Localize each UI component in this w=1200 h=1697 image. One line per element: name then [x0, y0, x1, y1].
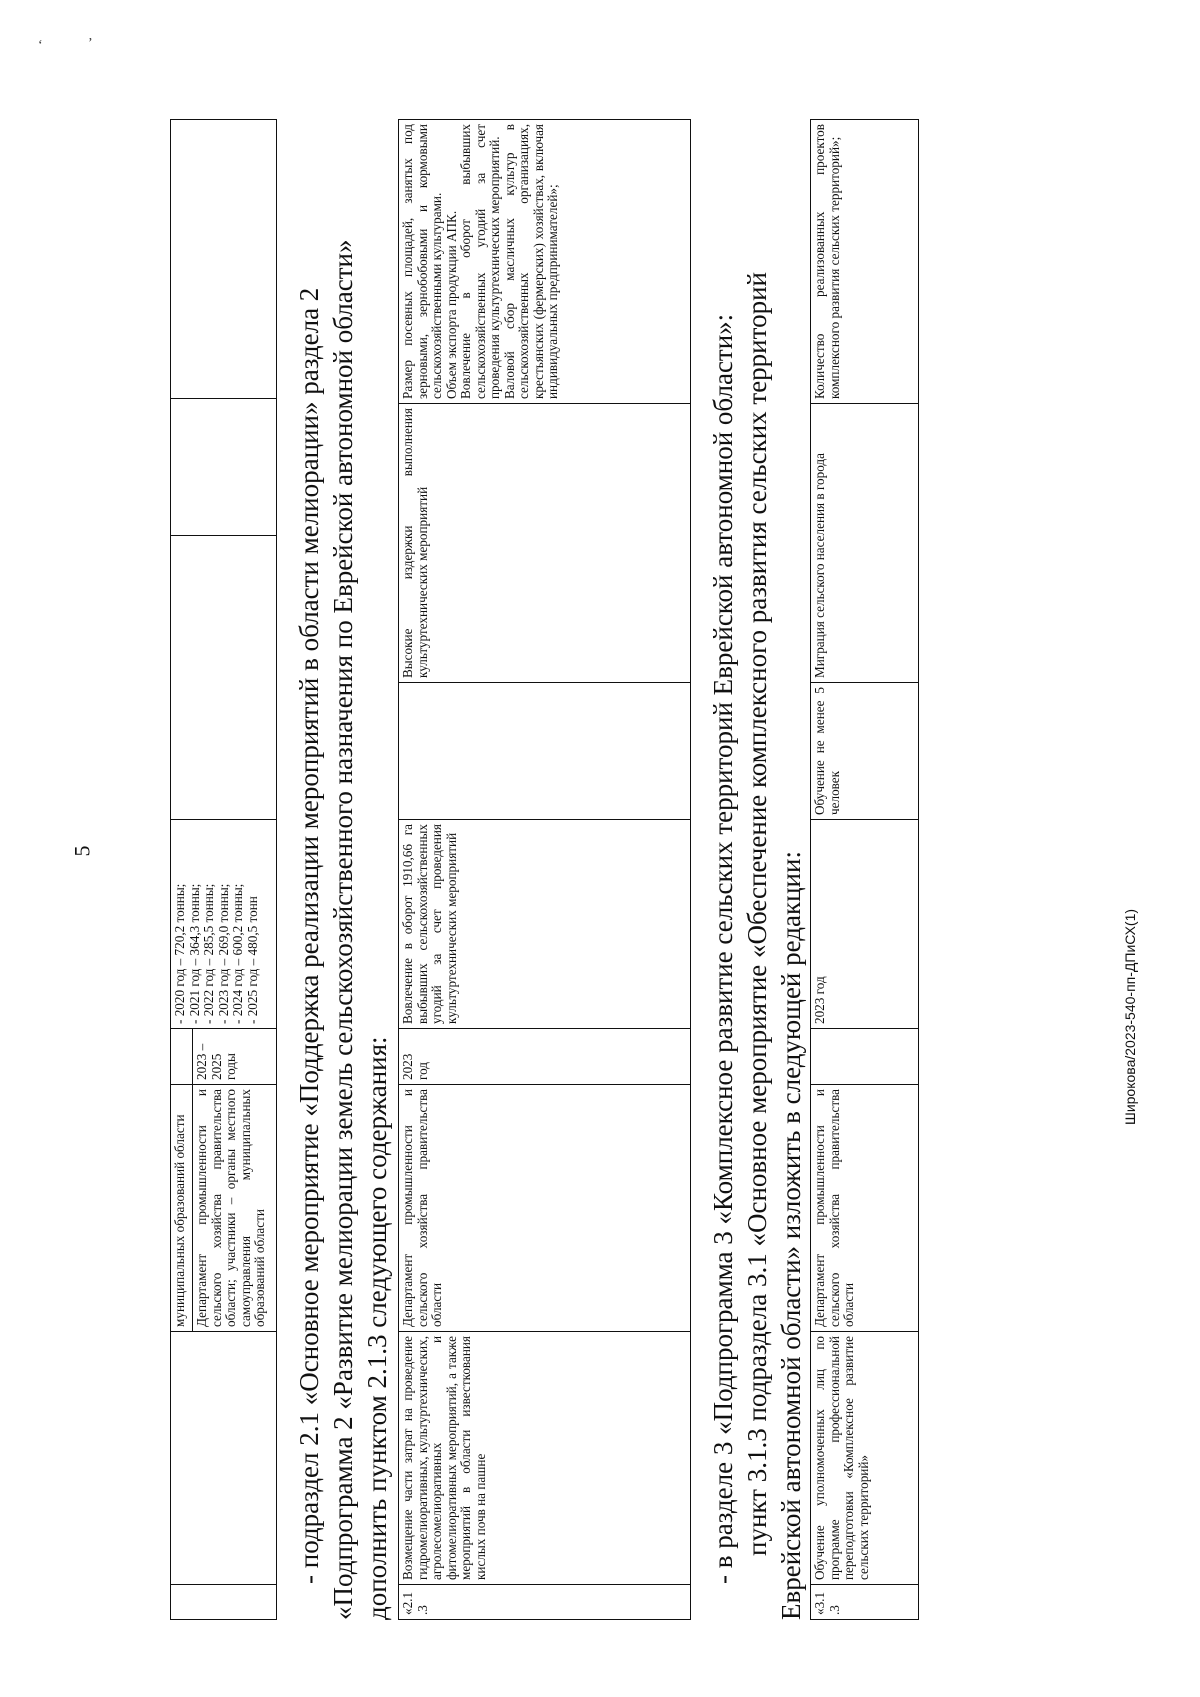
- result-line: - 2022 год – 285,5 тонны;: [201, 883, 216, 1024]
- cell-empty: [811, 1029, 919, 1085]
- item-responsible: Департамент промышленности и сельского хозяйства правительства области: [399, 1085, 691, 1332]
- cell-empty: [171, 536, 277, 820]
- paragraph-line: дополнить пунктом 2.1.3 следующего содержания:: [362, 1036, 392, 1620]
- item-period: 2023 год: [399, 1029, 691, 1085]
- result-line: - 2023 год – 269,0 тонны;: [215, 883, 231, 1024]
- scan-mark: ‘: [38, 38, 43, 53]
- indicator-line: Валовой сбор масличных культур в сельскохозяйственных организациях, крестьянских (фермерских) хозяйствах, включая индивидуальных предпринимателей»;: [501, 124, 560, 399]
- cell-empty: [171, 399, 277, 536]
- result-line: - 2025 год – 480,5 тонн: [244, 896, 260, 1024]
- item-result: Вовлечение в оборот 1910,66 га выбывших сельскохозяйственных угодий за счет проведения культуртехнических мероприятий: [399, 820, 691, 1029]
- paragraph-line: - в разделе 3 «Подпрограмма 3 «Комплексное развитие сельских территорий Еврейской автономной области»:: [708, 313, 738, 1584]
- indicator-line: Размер посевных площадей, занятых под зерновыми, зернобобовыми и кормовыми сельскохозяйственными культурами.: [400, 124, 444, 399]
- paragraph-line: «Подпрограмма 2 «Развитие мелиорации земель сельскохозяйственного назначения по Еврейской автономной области»: [328, 239, 358, 1620]
- item-number: «2.1.3: [399, 1585, 691, 1620]
- item-period: 2023 год: [811, 820, 919, 1029]
- indicator-line: Объем экспорта продукции АПК.: [443, 210, 459, 399]
- result-line: - 2020 год – 720,2 тонны;: [172, 883, 187, 1024]
- item-responsible: Департамент промышленности и сельского хозяйства правительства области: [811, 1085, 919, 1332]
- responsible-cell: Департамент промышленности и сельского хозяйства правительства области; участники – органы местного самоуправления муниципальных образований области: [193, 1085, 277, 1332]
- item-number: «3.1.3: [811, 1585, 919, 1620]
- paragraph-line: пункт 3.1.3 подраздела 3.1 «Основное мероприятие «Обеспечение комплексного развития сельских территорий: [742, 272, 772, 1556]
- rotated-content: [170, 120, 1160, 1620]
- result-line: - 2021 год – 364,3 тонны;: [186, 883, 202, 1024]
- item-name: Обучение уполномоченных лиц по программе профессиональной переподготовки «Комплексное развитие сельских территорий»: [811, 1332, 919, 1585]
- cell-empty: [171, 1029, 193, 1085]
- responsible-cell: муниципальных образований области: [171, 1085, 193, 1332]
- results-cell: [171, 820, 277, 1029]
- cell-empty: [171, 1332, 277, 1585]
- cell-empty: [399, 683, 691, 820]
- item-risks: Миграция сельского населения в города: [811, 404, 919, 683]
- period-cell: 2023 – 2025 годы: [193, 1029, 277, 1085]
- item-name: Возмещение части затрат на проведение гидромелиоративных, культуртехнических, агролесомелиоративных и фитомелиоративных мероприятий, а также мероприятий в области известкования кислых почв на пашне: [399, 1332, 691, 1585]
- item-result: Обучение не менее 5 человек: [811, 683, 919, 820]
- item-indicators: Количество реализованных проектов комплексного развития сельских территорий»;: [811, 120, 919, 404]
- cell-empty: [171, 1585, 277, 1620]
- result-line: - 2024 год – 600,2 тонны;: [230, 883, 245, 1024]
- item-indicators: [399, 120, 691, 404]
- document-reference-text: Широкова/2023-540-пп-ДПиСХ(1): [1122, 908, 1138, 1125]
- item-risks: Высокие издержки выполнения культуртехнических мероприятий: [399, 404, 691, 683]
- table-continuation: [170, 119, 277, 1620]
- paragraph-line: - подраздел 2.1 «Основное мероприятие «Поддержка реализации мероприятий в области мелиорации» раздела 2: [294, 287, 324, 1584]
- page-number: 5: [69, 845, 95, 857]
- scan-mark: ’: [88, 36, 93, 51]
- indicator-line: Вовлечение в оборот выбывших сельскохозяйственных угодий за счет проведения культуртехнических мероприятий.: [458, 124, 502, 399]
- table-2-1-3: [398, 119, 691, 1620]
- cell-empty: [171, 120, 277, 399]
- paragraph-line: Еврейской автономной области» изложить в следующей редакции:: [776, 851, 806, 1620]
- table-3-1-3: [810, 119, 919, 1620]
